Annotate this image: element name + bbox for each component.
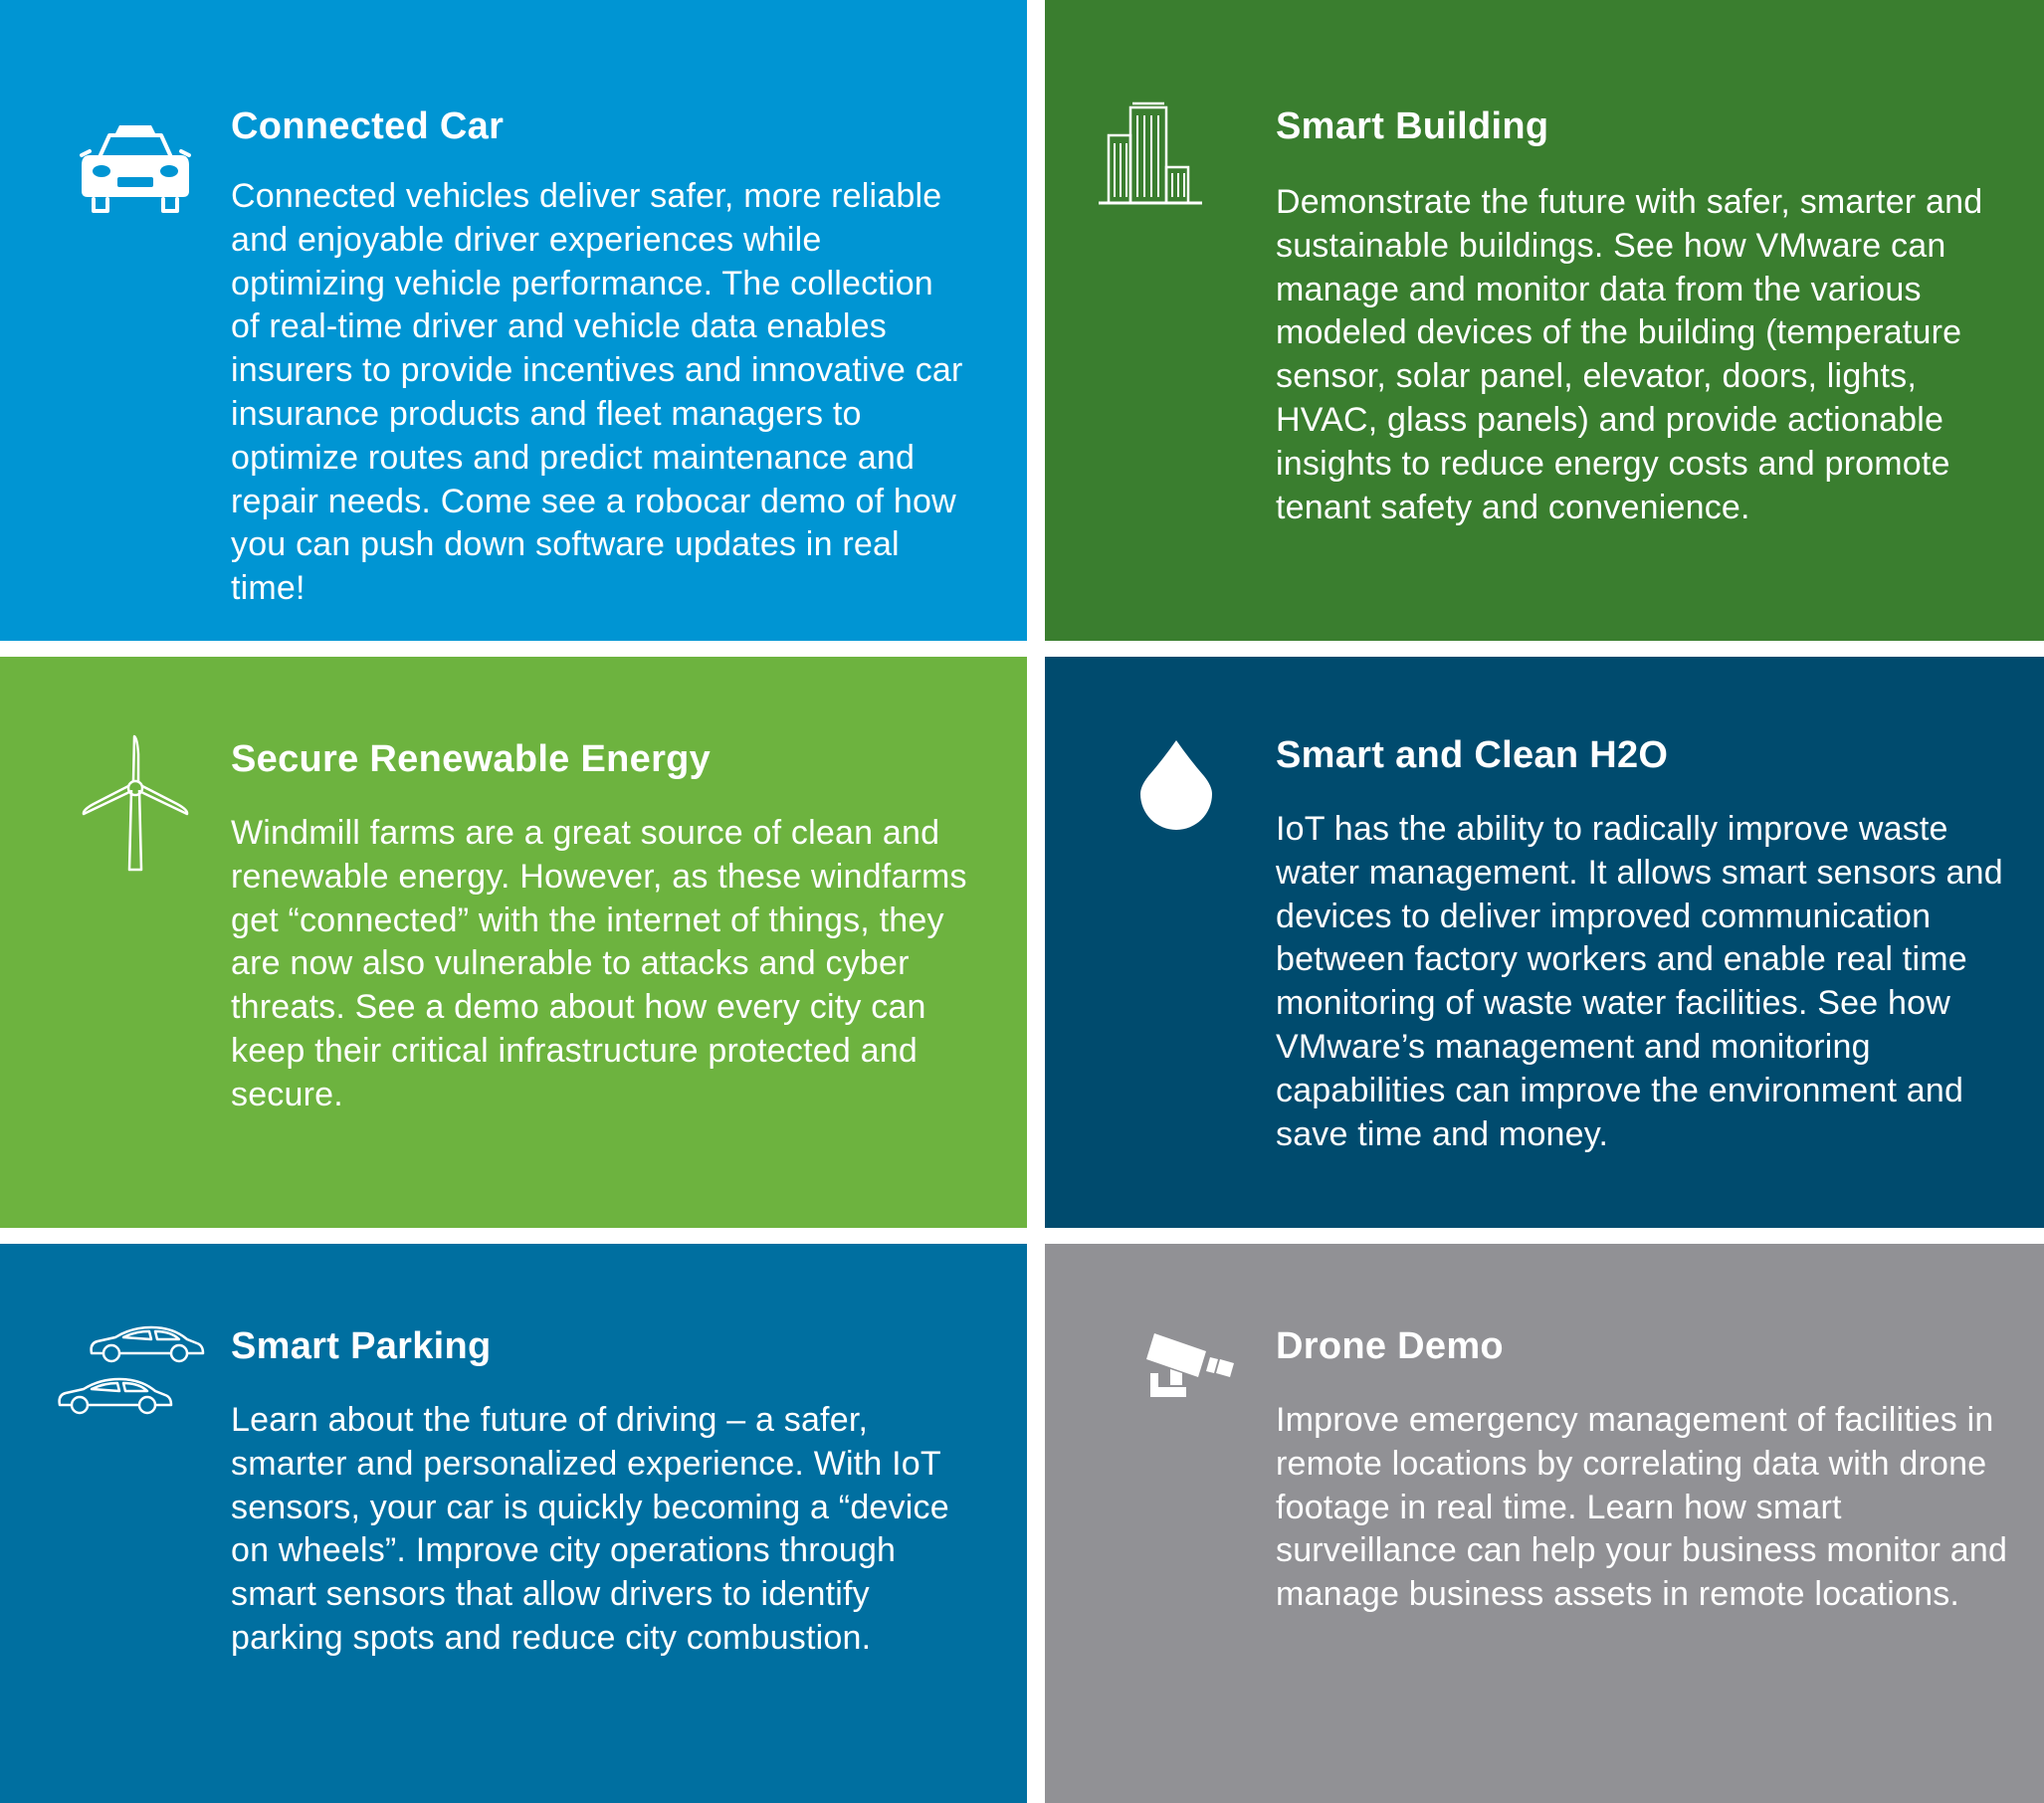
tile-description: IoT has the ability to radically improve waste water management. It allows smart sensors and devices to deliver improved communication between factory workers and enable real time monitoring of waste water facilities. See how VMware’s management and monitoring capabilities can improve the environment and save time and money.: [1276, 810, 2003, 1153]
tile-connected-car: [0, 0, 1027, 641]
building-icon: [1097, 98, 1204, 209]
tile-description: Learn about the future of driving – a safer, smarter and personalized experience. With IoT sensors, your car is quickly becoming a “device on wheels”. Improve city operations through smart sensors that allow drivers to identify parking spots and reduce city combustion.: [231, 1401, 949, 1657]
tile-smart-and-clean-h2o: [1045, 657, 2044, 1228]
tile-title: Connected Car: [231, 105, 505, 147]
tile-drone-demo: [1045, 1244, 2044, 1803]
wind-turbine-icon: [80, 734, 191, 874]
tile-description: Connected vehicles deliver safer, more reliable and enjoyable driver experiences while optimizing vehicle performance. The collection of real-time driver and vehicle data enables insurers to provide incentives and innovative car insurance products and fleet managers to optimize routes and predict maintenance and repair needs. Come see a robocar demo of how you can push down software updates in real time!: [231, 177, 963, 608]
tile-description: Improve emergency management of facilities in remote locations by correlating data with drone footage in real time. Learn how smart surveillance can help your business monitor and manage business assets in remote locations.: [1276, 1401, 2008, 1614]
tile-title: Smart Building: [1276, 105, 1549, 147]
tile-description: Demonstrate the future with safer, smarter and sustainable buildings. See how VMware can manage and monitor data from the various modeled devices of the building (temperature sensor, solar panel, elevator, doors, lights, HVAC, glass panels) and provide actionable insights to reduce energy costs and promote tenant safety and convenience.: [1276, 183, 1983, 526]
tile-smart-parking: [0, 1244, 1027, 1803]
tile-title: Smart and Clean H2O: [1276, 734, 1669, 776]
tile-title: Smart Parking: [231, 1325, 492, 1367]
security-camera-icon: [1140, 1329, 1236, 1401]
tile-secure-renewable-energy: [0, 657, 1027, 1228]
tile-smart-building: [1045, 0, 2044, 641]
car-front-icon: [80, 111, 191, 223]
water-drop-icon: [1138, 738, 1214, 830]
tile-title: Drone Demo: [1276, 1325, 1504, 1367]
tile-description: Windmill farms are a great source of clean and renewable energy. However, as these windfarms get “connected” with the internet of things, they are now also vulnerable to attacks and cyber threats. See a demo about how every city can keep their critical infrastructure protected and secure.: [231, 814, 967, 1113]
tile-title: Secure Renewable Energy: [231, 738, 712, 780]
two-cars-icon: [54, 1321, 205, 1429]
